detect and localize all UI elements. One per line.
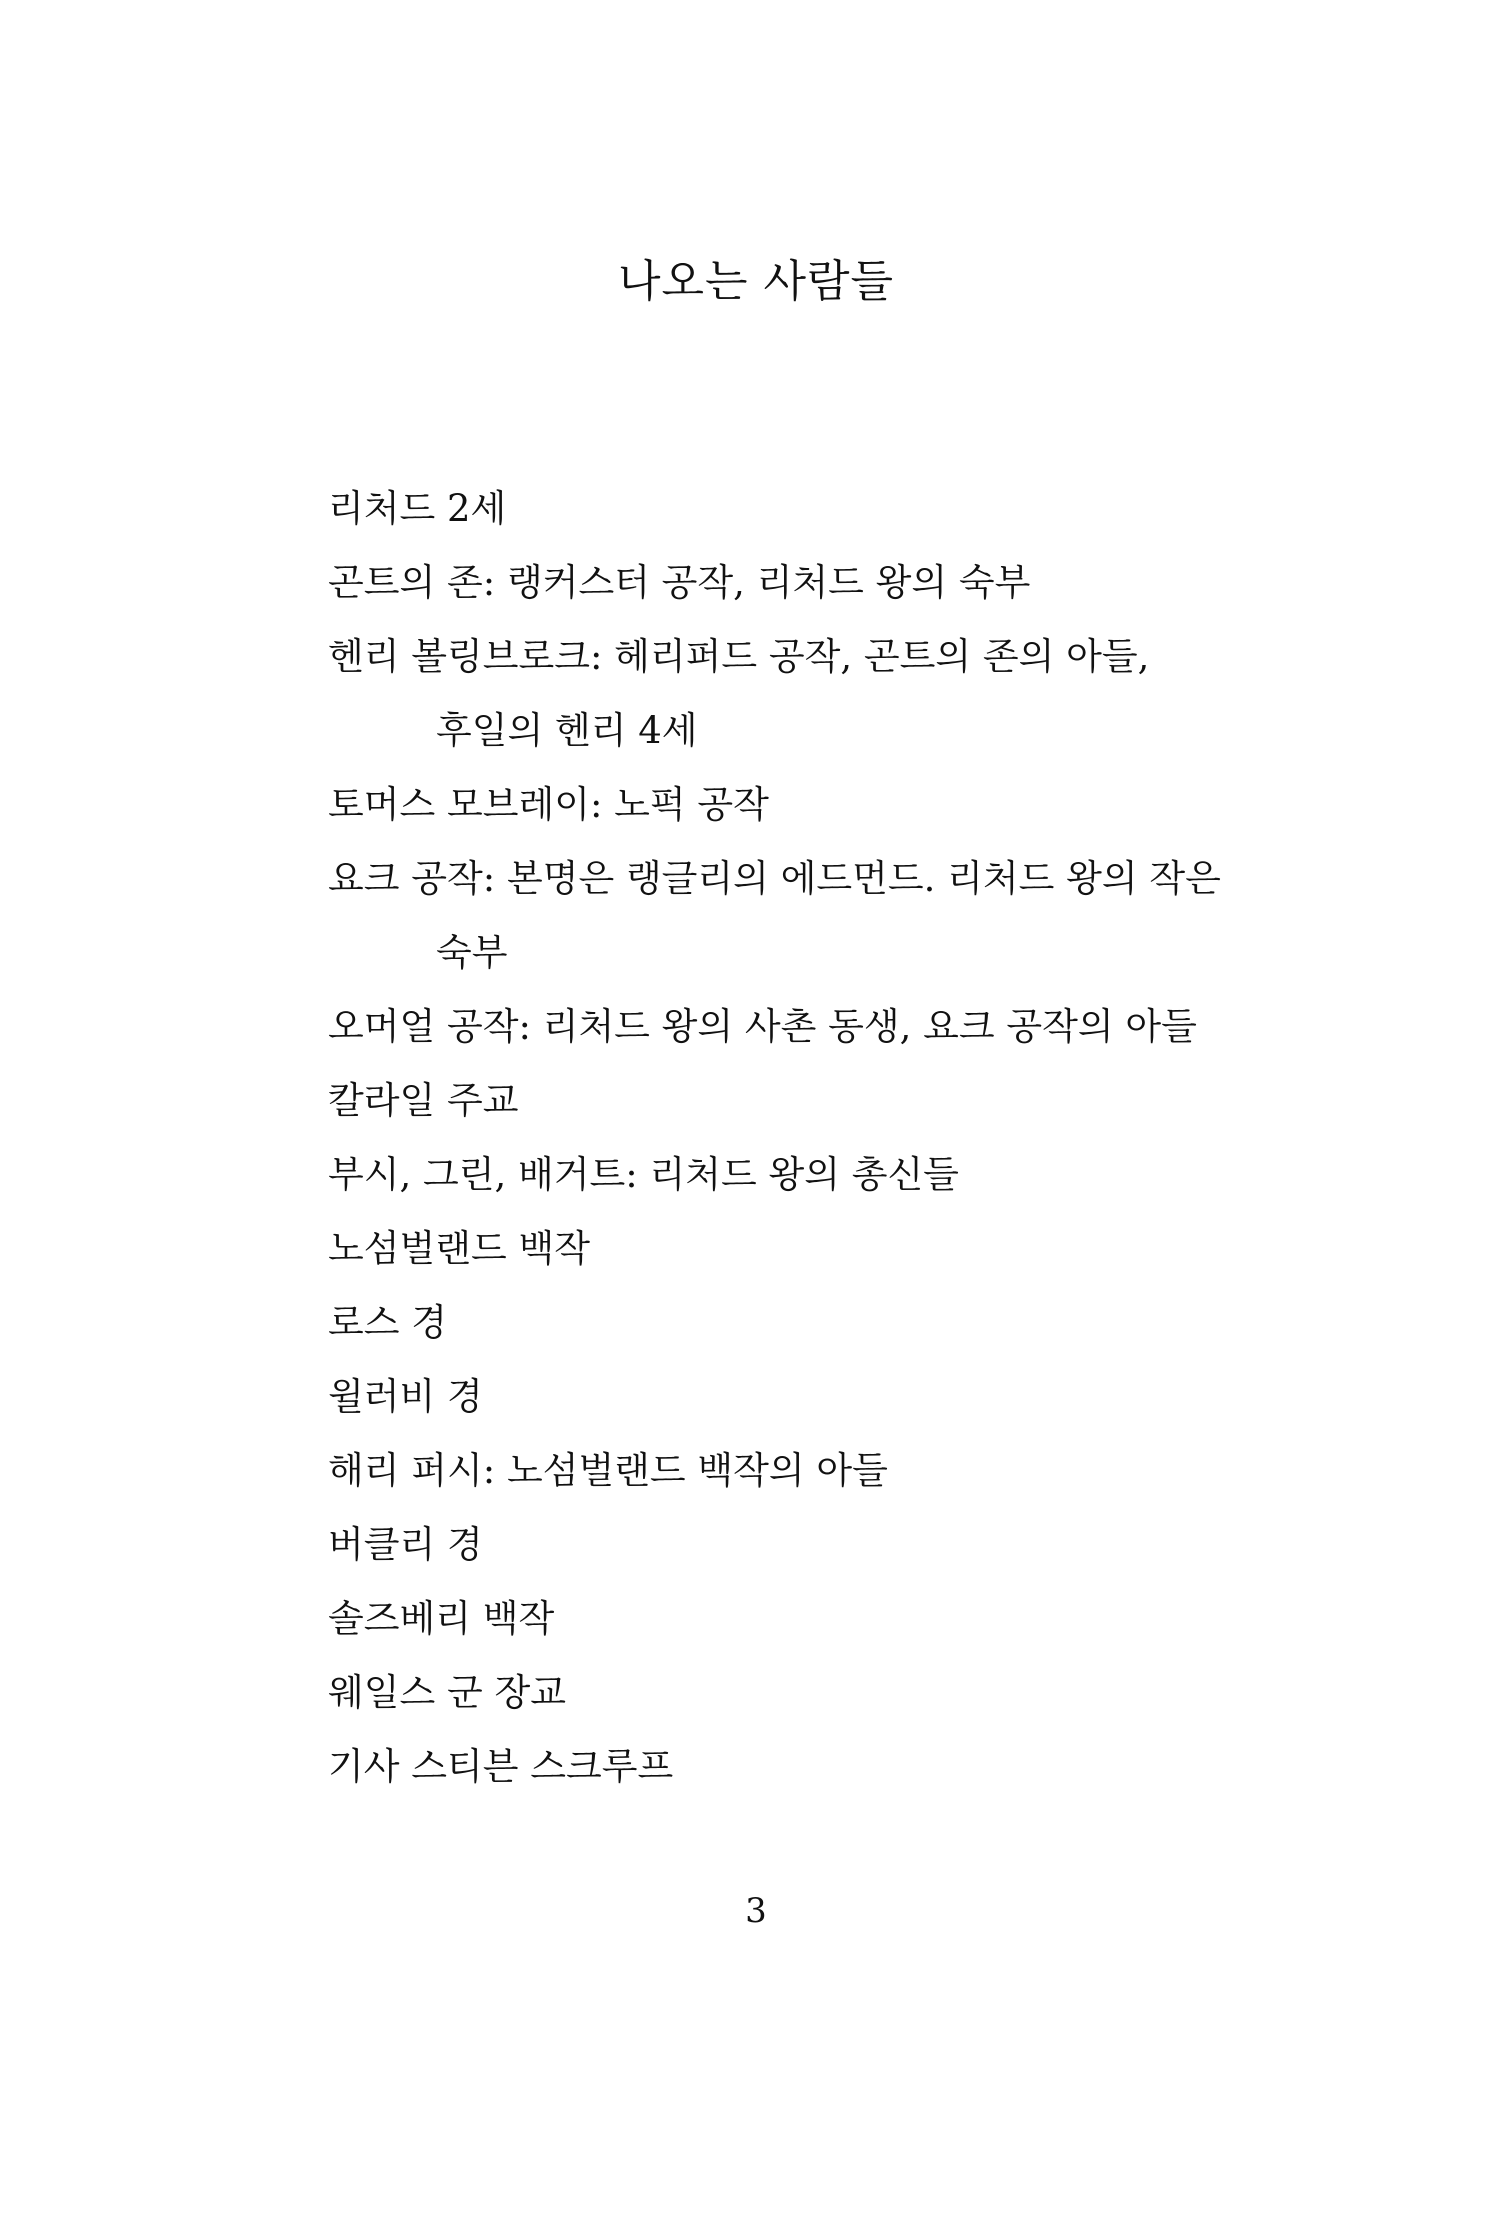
list-item: 요크 공작: 본명은 랭글리의 에드먼드. 리처드 왕의 작은 숙부 (328, 857, 1221, 974)
list-item: 해리 퍼시: 노섬벌랜드 백작의 아들 (328, 1449, 888, 1492)
list-item: 노섬벌랜드 백작 (328, 1227, 590, 1270)
list-item: 버클리 경 (328, 1523, 483, 1566)
list-item: 기사 스티븐 스크루프 (328, 1745, 674, 1788)
character-list (328, 472, 1268, 1804)
list-item: 로스 경 (328, 1301, 447, 1344)
list-item: 솔즈베리 백작 (328, 1597, 555, 1640)
list-item: 부시, 그린, 배거트: 리처드 왕의 총신들 (328, 1153, 959, 1196)
list-item: 윌러비 경 (328, 1375, 483, 1418)
list-item: 헨리 볼링브로크: 헤리퍼드 공작, 곤트의 존의 아들, 후일의 헨리 4세 (328, 635, 1150, 752)
list-item: 곤트의 존: 랭커스터 공작, 리처드 왕의 숙부 (328, 561, 1031, 604)
list-item: 토머스 모브레이: 노퍽 공작 (328, 783, 769, 826)
list-item: 오머얼 공작: 리처드 왕의 사촌 동생, 요크 공작의 아들 (328, 1005, 1197, 1048)
list-item: 웨일스 군 장교 (328, 1671, 566, 1714)
list-item: 리처드 2세 (328, 487, 507, 530)
page-number: 3 (745, 1891, 767, 1931)
page-title: 나오는 사람들 (617, 256, 894, 307)
list-item: 칼라일 주교 (328, 1079, 519, 1122)
